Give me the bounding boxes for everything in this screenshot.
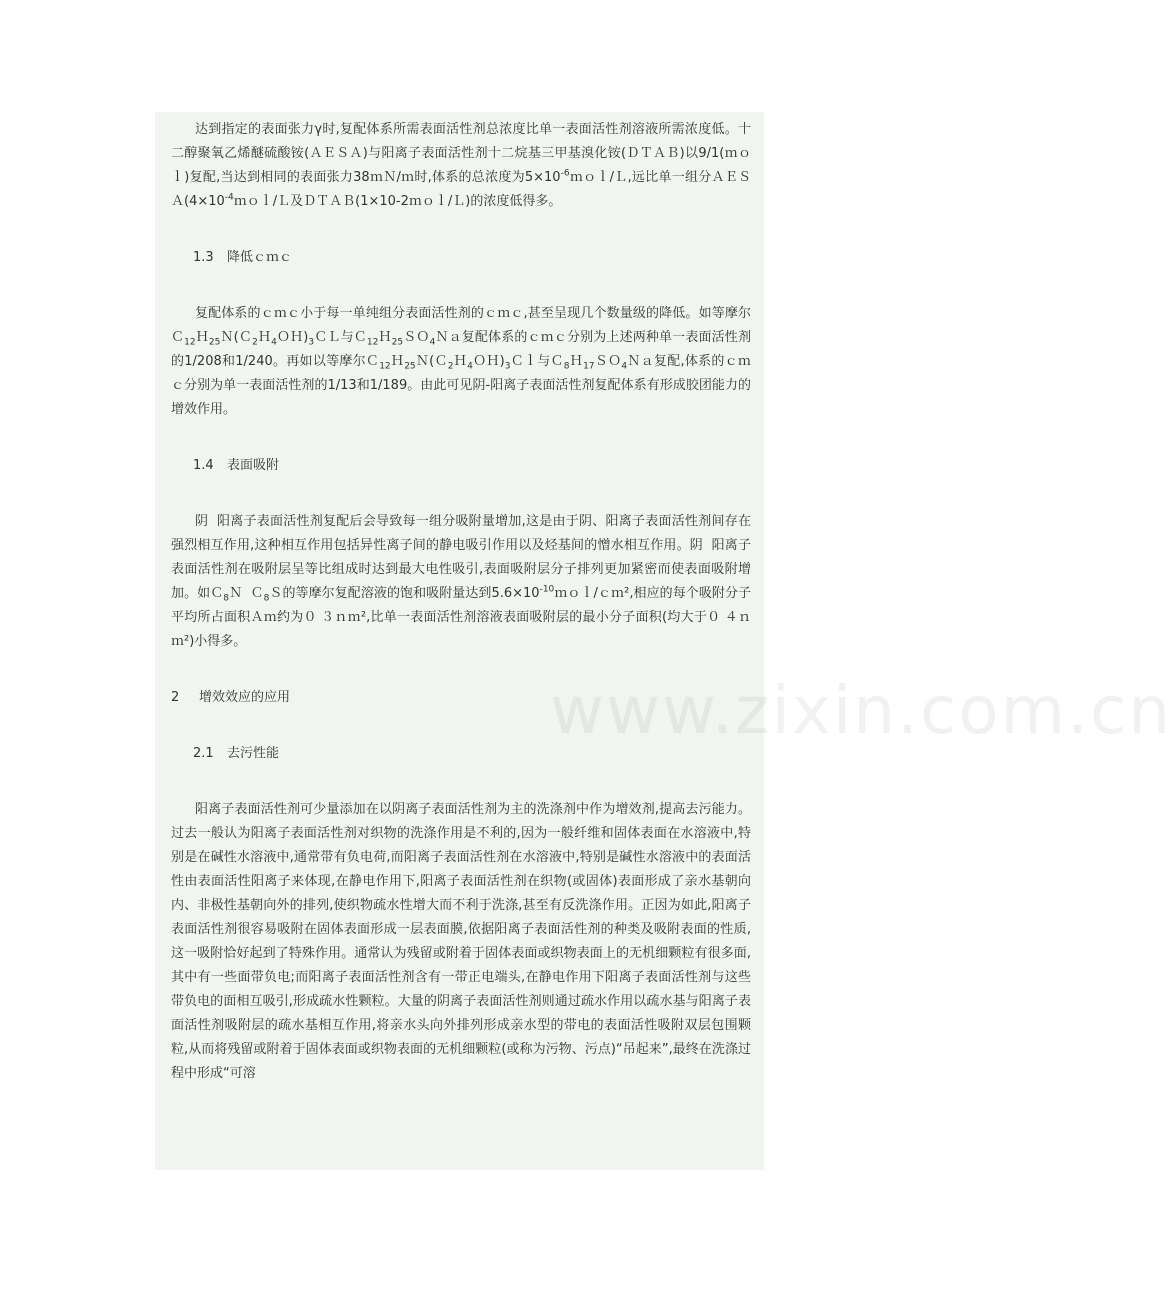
section-title: 表面吸附 — [227, 458, 280, 473]
document-page — [155, 112, 1172, 1170]
section-title: 降低ｃｍｃ — [227, 250, 293, 265]
watermark: www.zixin.com.cn — [550, 672, 1172, 749]
para-2: 复配体系的ｃｍｃ小于每一单纯组分表面活性剂的ｃｍｃ,甚至呈现几个数量级的降低。如等摩尔$C_{12}H_{25}N(C_2H_4OH)_3CL$与Ｃ$_{12}$Ｈ$_{25}$ＳＯ$_4$Ｎａ复配体系的ｃｍｃ分别为上述两种单一表面活性剂的1/208和1/240。再如以等摩尔$C_{12}H_{25}N(C_2H_4OH)_3Cl$与Ｃ$_8$Ｈ$_{17}$ＳＯ$_4$Ｎａ复配,体系的ｃｍｃ分别为单一表面活性剂的1/13和1/189。由此可见阴-阳离子表面活性剂复配体系有形成胶团能力的增效作用。 — [171, 306, 751, 417]
heading-1-3 — [171, 246, 751, 270]
document-body — [171, 118, 751, 1086]
section-number: 2.1 — [193, 746, 214, 761]
heading-1-4 — [171, 454, 751, 478]
section-title: 去污性能 — [227, 746, 280, 761]
section-title: 增效效应的应用 — [199, 690, 291, 705]
spacer — [171, 270, 751, 302]
spacer — [171, 478, 751, 510]
section-number: 1.4 — [193, 458, 214, 473]
heading-2 — [171, 686, 751, 710]
para-4: 阳离子表面活性剂可少量添加在以阴离子表面活性剂为主的洗涤剂中作为增效剂,提高去污能力。过去一般认为阳离子表面活性剂对织物的洗涤作用是不利的,因为一般纤维和固体表面在水溶液中,特别是在碱性水溶液中,通常带有负电荷,而阳离子表面活性剂在水溶液中,特别是碱性水溶液中的表面活性由表面活性阳离子来体现,在静电作用下,阳离子表面活性剂在织物(或固体)表面形成了亲水基朝向内、非极性基朝向外的排列,使织物疏水性增大而不利于洗涤,甚至有反洗涤作用。正因为如此,阳离子表面活性剂很容易吸附在固体表面形成一层表面膜,依据阳离子表面活性剂的种类及吸附表面的性质,这一吸附恰好起到了特殊作用。通常认为残留或附着于固体表面或织物表面上的无机细颗粒有很多面,其中有一些面带负电;而阳离子表面活性剂含有一带正电端头,在静电作用下阳离子表面活性剂与这些带负电的面相互吸引,形成疏水性颗粒。大量的阴离子表面活性剂则通过疏水作用以疏水基与阳离子表面活性剂吸附层的疏水基相互作用,将亲水头向外排列形成亲水型的带电的表面活性吸附双层包围颗粒,从而将残留或附着于固体表面或织物表面的无机细颗粒(或称为污物、污点)“吊起来”,最终在洗涤过程中形成“可溶 — [171, 802, 751, 1081]
section-number: 1.3 — [193, 250, 214, 265]
para-3: 阴 阳离子表面活性剂复配后会导致每一组分吸附量增加,这是由于阴、阳离子表面活性剂间存在强烈相互作用,这种相互作用包括异性离子间的静电吸引作用以及烃基间的憎水相互作用。阴 阳离子表面活性剂在吸附层呈等比组成时达到最大电性吸引,表面吸附层分子排列更加紧密而使表面吸附增加。如Ｃ$_8$Ｎ Ｃ$_8$Ｓ的等摩尔复配溶液的饱和吸附量达到$5.6\times 10^{-10}mol$/ｃｍ²,相应的每个吸附分子平均所占面积Ａｍ约为０ ３ｎｍ²,比单一表面活性剂溶液表面吸附层的最小分子面积(均大于０ ４ｎｍ²)小得多。 — [171, 514, 752, 649]
spacer — [171, 710, 751, 742]
spacer — [171, 766, 751, 798]
spacer — [171, 654, 751, 686]
heading-2-1 — [171, 742, 751, 766]
para-1: 达到指定的表面张力γ时,复配体系所需表面活性剂总浓度比单一表面活性剂溶液所需浓度低。十二醇聚氧乙烯醚硫酸铵(ＡＥＳＡ)与阳离子表面活性剂十二烷基三甲基溴化铵(ＤＴＡＢ)以9/1(ｍｏｌ)复配,当达到相同的表面张力38ｍＮ/ｍ时,体系的总浓度为$5\times 10^{-6}mol/L$,远比单一组分$AESA(4\times 10^{-4}mol/L$及ＤＴＡＢ(1×10-2ｍｏｌ/Ｌ)的浓度低得多。 — [171, 122, 752, 209]
spacer — [171, 422, 751, 454]
spacer — [171, 214, 751, 246]
section-number: 2 — [171, 690, 180, 705]
